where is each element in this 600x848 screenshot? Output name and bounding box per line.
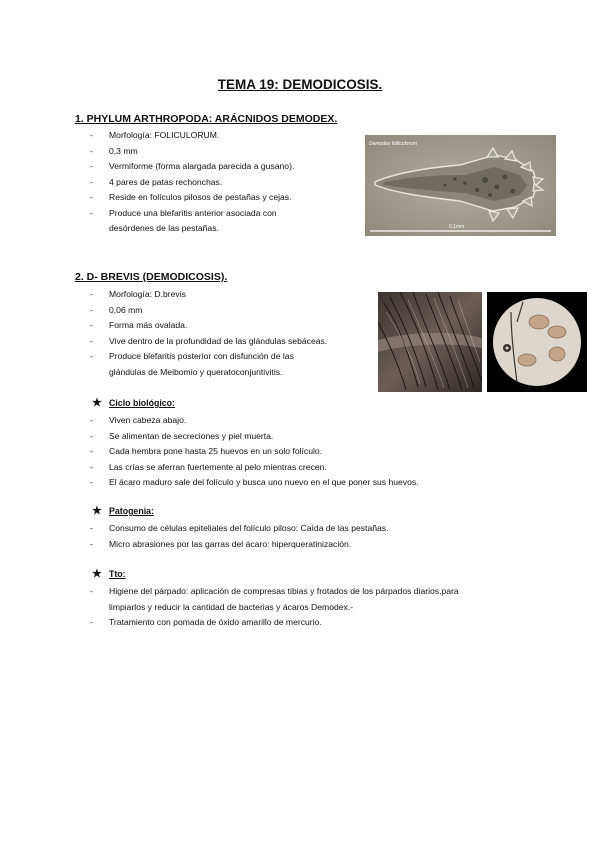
microscope-photo <box>487 292 587 392</box>
eyelashes-image <box>378 292 482 392</box>
star-icon: ★ <box>92 505 102 517</box>
patogenia-heading: ★ Patogenia: <box>92 505 154 517</box>
scale-label: 0,1mm <box>449 224 465 230</box>
image-caption: Demodex folliculorum <box>369 141 418 147</box>
section1-heading: 1. PHYLUM ARTHROPODA: ARÁCNIDOS DEMODEX. <box>75 113 338 125</box>
star-icon: ★ <box>92 568 102 580</box>
demodex-folliculorum-image <box>365 135 556 236</box>
mite-micrograph <box>365 135 556 236</box>
ciclo-heading: ★ Ciclo biológico: <box>92 397 175 409</box>
tto-heading: ★ Tto: <box>92 568 126 580</box>
eyelashes-photo <box>378 292 482 392</box>
section2-heading: 2. D- BREVIS (DEMODICOSIS). <box>75 271 228 283</box>
page-title: TEMA 19: DEMODICOSIS. <box>217 77 383 92</box>
microscope-image <box>487 292 587 392</box>
star-icon: ★ <box>92 397 102 409</box>
